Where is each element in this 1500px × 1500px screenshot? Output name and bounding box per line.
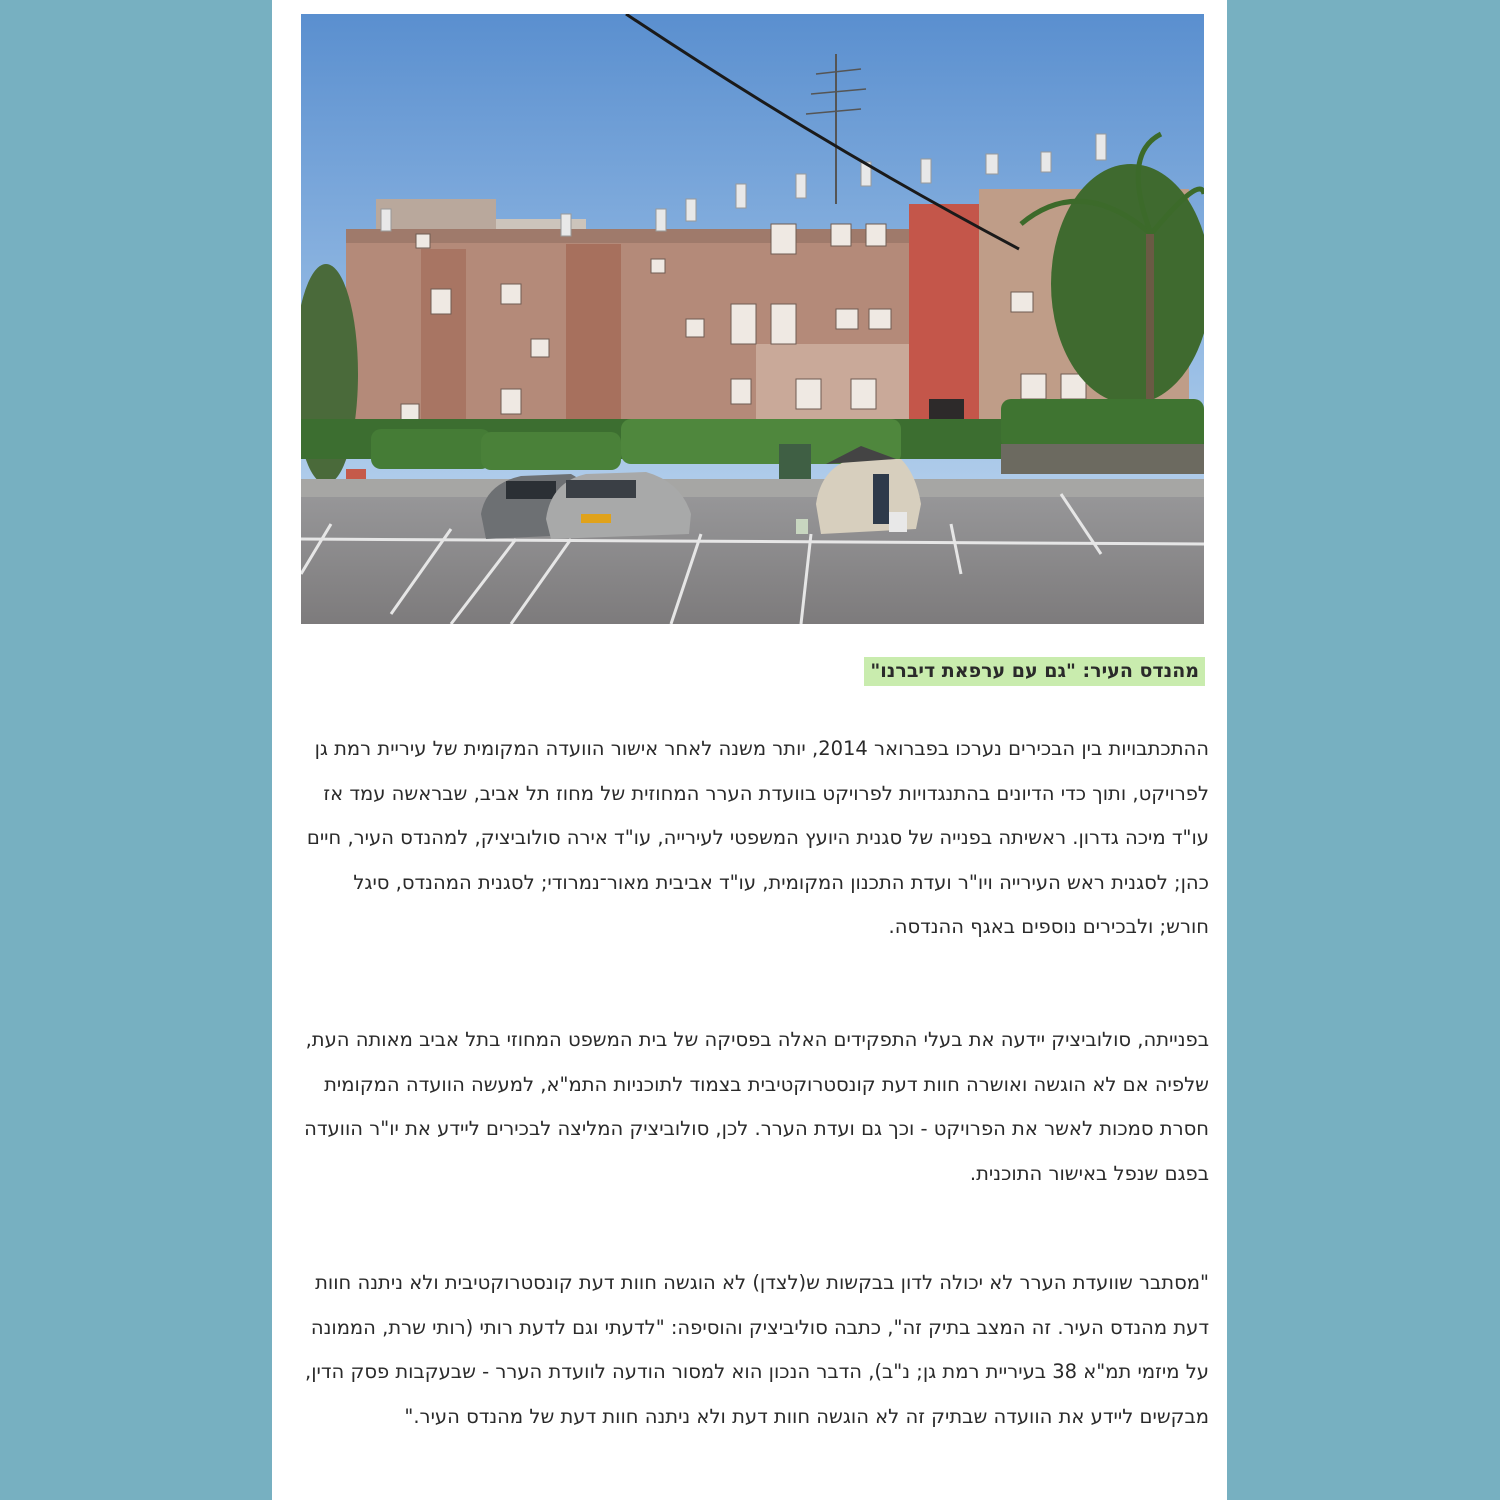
building-photo — [301, 14, 1204, 624]
article-headline: מהנדס העיר: "גם עם ערפאת דיברנו" — [864, 657, 1205, 686]
document-page — [272, 0, 1227, 1500]
article-paragraph-3: "מסתבר שוועדת הערר לא יכולה לדון בבקשות ש(לצדן) לא הוגשה חוות דעת קונסטרוקטיבית ולא ניתנה חוות דעת מהנדס העיר. זה המצב בתיק זה", כתבה סוליביציק והוסיפה: "לדעתי וגם לדעת רותי (רותי שרת, הממונה על מיזמי תמ"א 38 בעיריית רמת גן; נ"ב), הדבר הנכון הוא למסור הודעה לוועדת הערר - שבעקבות פסק הדין, מבקשים ליידע את הוועדה שבתיק זה לא הוגשה חוות דעת ולא ניתנה חוות דעת של מהנדס העיר." — [305, 1271, 1209, 1428]
article-paragraph-2: בפנייתה, סולוביציק יידעה את בעלי התפקידים האלה בפסיקה של בית המשפט המחוזי בתל אביב מאותה העת, שלפיה אם לא הוגשה ואושרה חוות דעת קונסטרוקטיבית בצמוד לתוכניות התמ"א, למעשה הוועדה המקומית חסרת סמכות לאשר את הפרויקט - וכך גם ועדת הערר. לכן, סולוביציק המליצה לבכירים ליידע את יו"ר הוועדה בפגם שנפל באישור התוכנית. — [304, 1028, 1209, 1185]
article-paragraph-1: ההתכתבויות בין הבכירים נערכו בפברואר 2014, יותר משנה לאחר אישור הוועדה המקומית של עיריית רמת גן לפרויקט, ותוך כדי הדיונים בהתנגדויות לפרויקט בוועדת הערר המחוזית של מחוז תל אביב, שבראשה עמד אז עו"ד מיכה גדרון. ראשיתה בפנייה של סגנית היועץ המשפטי לעירייה, עו"ד אירה סולוביציק, למהנדס העיר, חיים כהן; לסגנית ראש העירייה ויו"ר ועדת התכנון המקומית, עו"ד אביבית מאור־נמרודי; לסגנית המהנדס, סיגל חורש; ולבכירים נוספים באגף ההנדסה. — [306, 737, 1209, 938]
